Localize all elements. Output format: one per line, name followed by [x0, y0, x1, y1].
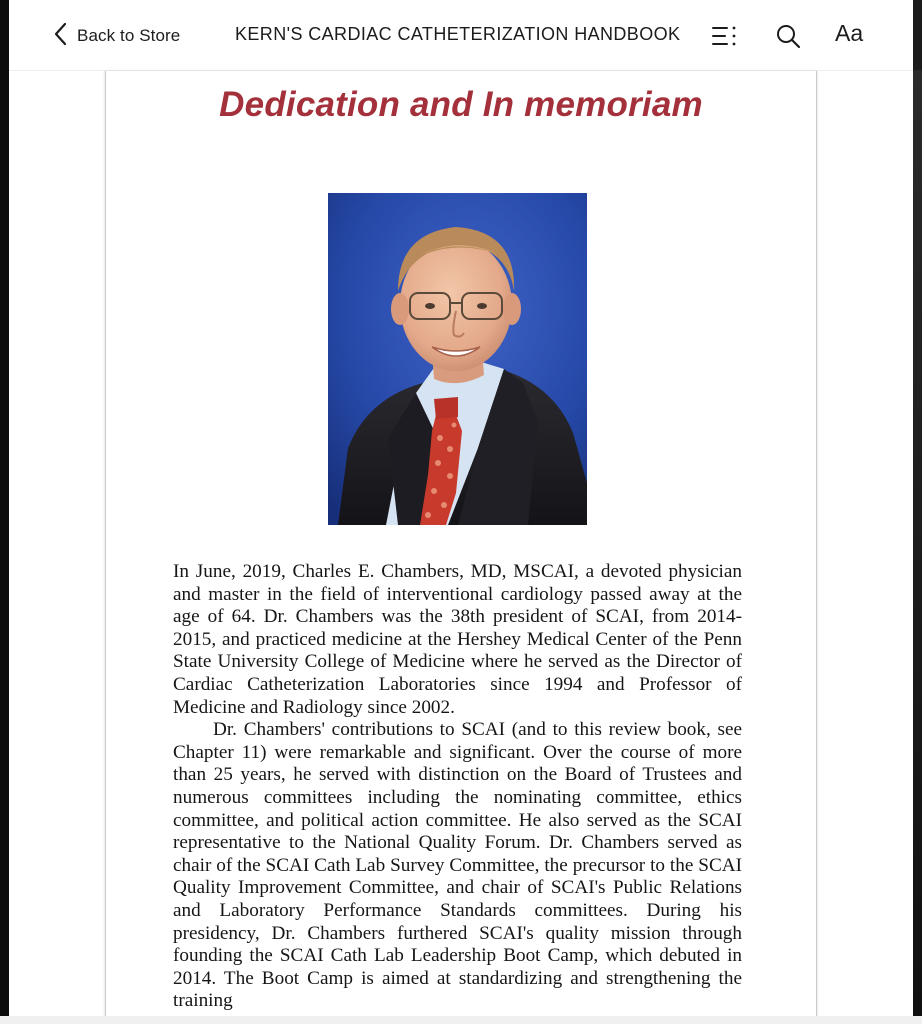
right-edge [913, 0, 922, 1024]
reader-toolbar [9, 0, 913, 71]
portrait-image [328, 193, 587, 525]
book-title: KERN'S CARDIAC CATHETERIZATION HANDBOOK [235, 24, 681, 44]
portrait-photo [328, 193, 587, 525]
chevron-left-icon [53, 22, 77, 51]
paragraph: In June, 2019, Charles E. Chambers, MD, MSCAI, a devoted physician and master in the field of interventional cardiology passed away at the age of 64. Dr. Chambers was the 38th president of SCAI, from 2014-2015, and practiced medicine at the Hershey Medical Center of the Penn State University College of Medicine where he served as the Director of Cardiac Catheterization Laboratories since 1994 and Professor of Medicine and Radiology since 2002. [173, 561, 742, 718]
table-of-contents-button[interactable] [709, 22, 739, 50]
back-to-store-button[interactable] [53, 22, 180, 50]
contents-list-icon [709, 37, 739, 54]
paragraph: Dr. Chambers' contributions to SCAI (and to this review book, see Chapter 11) were remarkable and significant. Over the course of more than 25 years, he served with distinction on the Board of Trustees and numerous committees including the nominating committee, ethics committee, and political action committee. He also served as the SCAI representative to the National Quality Forum. Dr. Chambers served as chair of the SCAI Cath Lab Survey Committee, the precursor to the SCAI Quality Improvement Committee, and chair of SCAI's Public Relations and Laboratory Performance Standards committees. During his presidency, Dr. Chambers furthered SCAI's quality mission through founding the SCAI Cath Lab Leadership Boot Camp, which debuted in 2014. The Boot Camp is aimed at standardizing and strengthening the training [173, 719, 742, 1012]
back-to-store-label: Back to Store [77, 26, 181, 45]
left-edge [0, 0, 9, 1024]
reading-area[interactable] [9, 71, 913, 1024]
bottom-strip [0, 1016, 922, 1024]
font-settings-button[interactable]: Aa [835, 20, 864, 46]
page-title: Dedication and In memoriam [219, 85, 703, 124]
dedication-text [173, 561, 742, 1013]
search-icon [774, 37, 802, 54]
search-button[interactable] [774, 22, 802, 50]
book-page [105, 71, 817, 1024]
